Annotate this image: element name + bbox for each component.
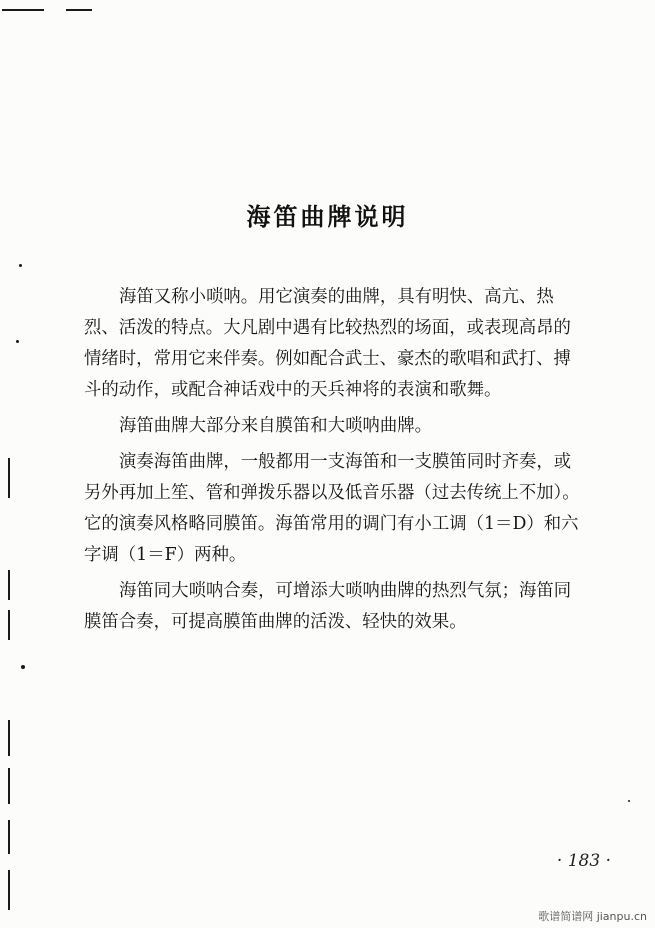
scan-speck <box>21 665 25 669</box>
scan-speck <box>628 800 630 802</box>
scan-edge-line <box>66 9 92 11</box>
paragraph: 海笛又称小唢呐。用它演奏的曲牌，具有明快、高亢、热 烈、活泼的特点。大凡剧中遇有比较热烈的场面，或表现高昂的 情绪时，常用它来伴奏。例如配合武士、豪杰的歌唱和武打、搏 斗的动作，或配合神话戏中的天兵神将的表演和歌舞。 <box>84 287 571 400</box>
paragraph: 演奏海笛曲牌，一般都用一支海笛和一支膜笛同时齐奏，或 另外再加上笙、管和弹拨乐器以及低音乐器（过去传统上不加）。 它的演奏风格略同膜笛。海笛常用的调门有小工调（1＝D）和六 字调（1＝F）两种。 <box>84 452 580 565</box>
page-number: · 183 · <box>556 851 611 871</box>
scan-margin-bar <box>8 820 10 854</box>
scan-margin-bar <box>8 458 10 498</box>
scan-margin-bar <box>8 570 10 600</box>
scan-margin-bar <box>8 610 10 640</box>
scan-margin-bar <box>8 720 10 756</box>
document-body <box>84 282 616 643</box>
scan-edge-line <box>2 9 44 11</box>
document-title: 海笛曲牌说明 <box>246 203 409 232</box>
paragraph: 海笛同大唢呐合奏，可增添大唢呐曲牌的热烈气氛；海笛同 膜笛合奏，可提高膜笛曲牌的活泼、轻快的效果。 <box>84 581 572 632</box>
scan-margin-bar <box>8 870 10 910</box>
paragraph: 海笛曲牌大部分来自膜笛和大唢呐曲牌。 <box>119 416 433 436</box>
site-watermark: 歌谱简谱网 jianpu.cn <box>538 910 647 923</box>
scan-margin-bar <box>8 768 10 804</box>
scan-speck <box>16 340 19 343</box>
scan-speck <box>19 264 22 267</box>
